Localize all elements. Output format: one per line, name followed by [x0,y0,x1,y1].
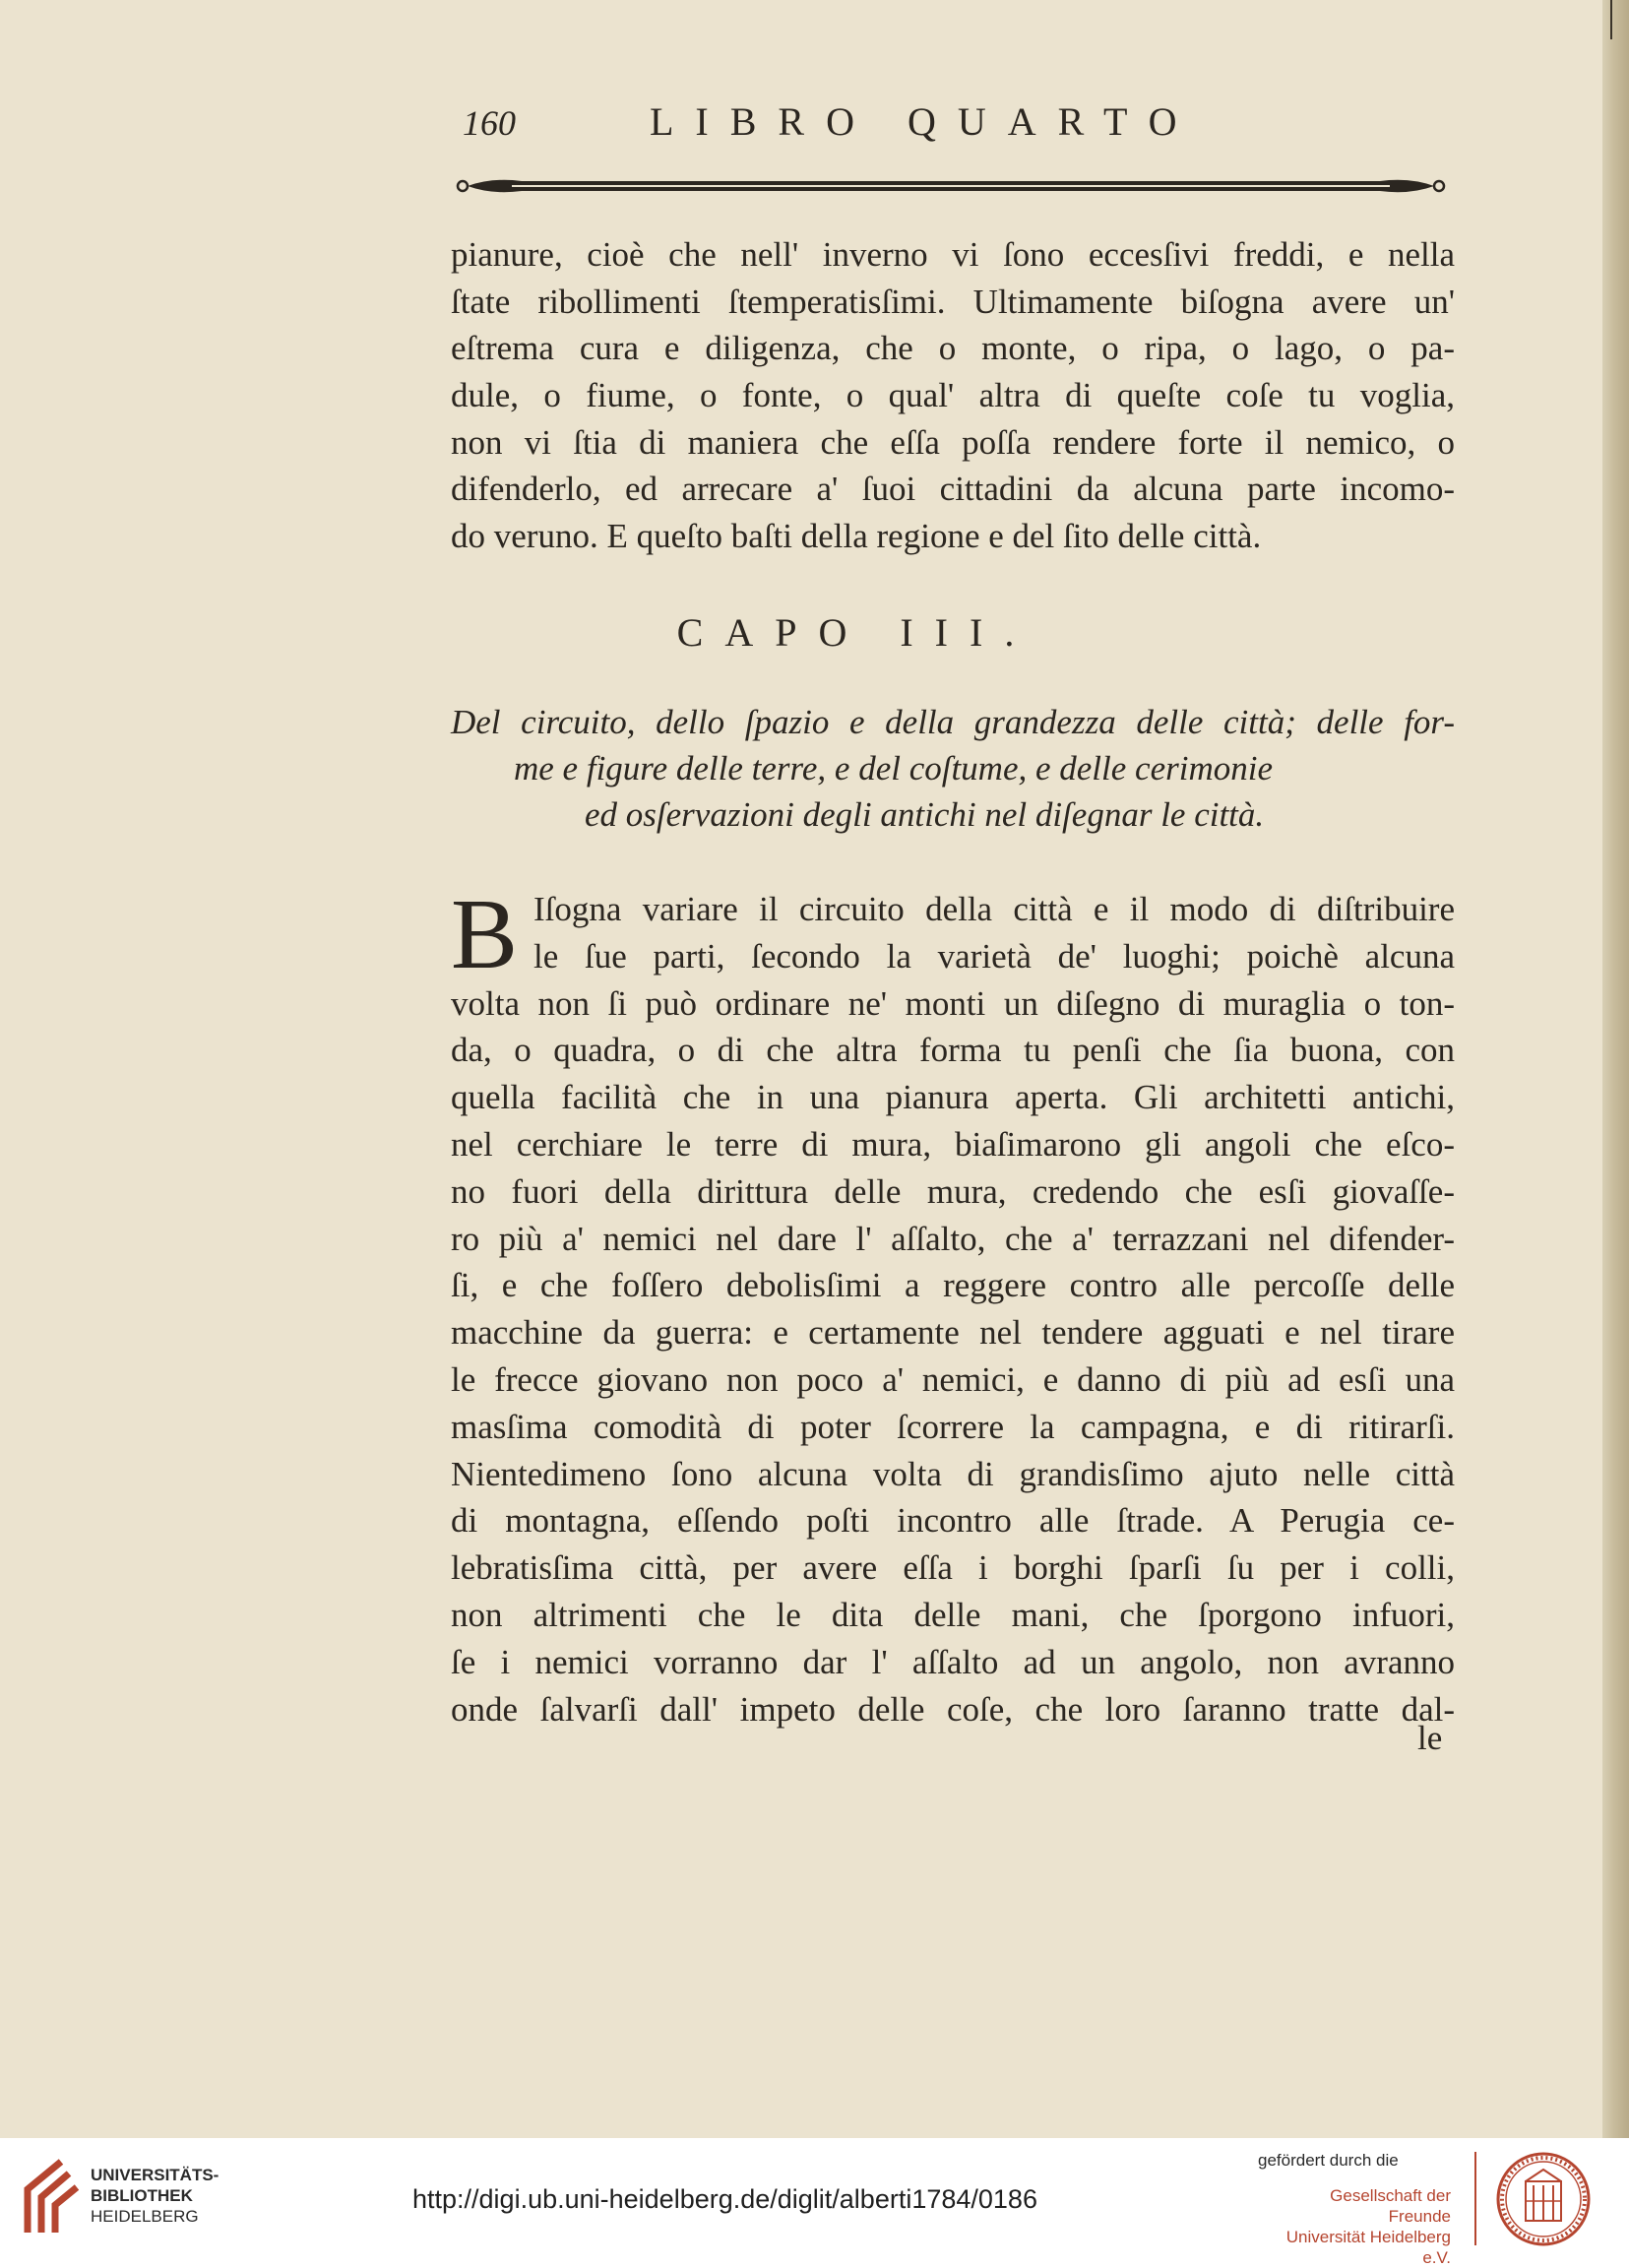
university-seal-icon [1496,2152,1591,2246]
text-line: ro più a' nemici nel dare l' aſſalto, che a' terrazzani nel difender- [451,1219,1455,1258]
text-line: difenderlo, ed arrecare a' ſuoi cittadini da alcuna parte incomo- [451,470,1455,509]
text-line: quella facilità che in una pianura aperta. Gli architetti antichi, [451,1078,1455,1117]
page-edge-shadow [1602,0,1629,2138]
page-edge-mark [1610,0,1612,39]
text-line: le frecce giovano non poco a' nemici, e danno di più ad esſi una [451,1359,1455,1399]
chapter-summary [451,699,1455,838]
sponsor-name-line: Universität Heidelberg e.V. [1285,2228,1451,2267]
footer-divider [1474,2152,1476,2245]
library-name-line: UNIVERSITÄTS- [91,2166,219,2184]
text-line: no fuori della dirittura delle mura, credendo che esſi giovaſſe- [451,1171,1455,1211]
text-line: do veruno. E queſto baſti della regione e del ſito delle città. [451,517,1262,556]
university-library-logo-icon[interactable] [22,2154,83,2238]
text-line: Iſogna variare il circuito della città e il modo di diſtribuire [533,890,1455,928]
text-line: volta non ſi può ordinare ne' monti un diſegno di muraglia o ton- [451,983,1455,1023]
text-line: onde ſalvarſi dall' impeto delle coſe, che loro ſaranno tratte dal- [451,1689,1455,1729]
viewer-footer [0,2138,1629,2267]
text-line: nel cerchiare le terre di mura, biaſimarono gli angoli che eſco- [451,1124,1455,1164]
text-line: eſtrema cura e diligenza, che o monte, o ripa, o lago, o pa- [451,329,1455,368]
sponsor-name-line: Gesellschaft der Freunde [1330,2186,1451,2226]
text-line: da, o quadra, o di che altra forma tu penſi che ſia buona, con [451,1031,1455,1070]
summary-line: ed osſervazioni degli antichi nel diſegnar le città. [585,795,1265,834]
preceding-paragraph [451,231,1455,560]
summary-line: me e figure delle terre, e del coſtume, e delle cerimonie [514,749,1273,788]
text-line: non altrimenti che le dita delle mani, che ſporgono infuori, [451,1595,1455,1634]
catchword: le [1417,1719,1443,1757]
text-line: non vi ſtia di maniera che eſſa poſſa rendere forte il nemico, o [451,422,1455,462]
permalink-url[interactable]: http://digi.ub.uni-heidelberg.de/diglit/alberti1784/0186 [412,2184,1037,2214]
header-ornament-rule [453,175,1449,197]
text-line: ſtate ribollimenti ſtemperatisſimi. Ultimamente biſogna avere un' [451,282,1455,321]
text-line: Nientedimeno ſono alcuna volta di grandisſimo ajuto nelle città [451,1454,1455,1493]
chapter-heading: CAPO III. [676,610,1036,655]
summary-line: Del circuito, dello ſpazio e della grandezza delle città; delle for- [451,703,1455,741]
text-line: pianure, cioè che nell' inverno vi ſono eccesſivi freddi, e nella [451,235,1455,274]
chapter-body [451,879,1455,1732]
text-line: dule, o fiume, o fonte, o qual' altra di queſte coſe tu voglia, [451,376,1455,415]
text-line: le ſue parti, ſecondo la varietà de' luoghi; poichè alcuna [533,936,1455,976]
library-name-line: HEIDELBERG [91,2207,199,2226]
text-line: ſi, e che foſſero debolisſimi a reggere contro alle percoſſe delle [451,1266,1455,1305]
text-line: macchine da guerra: e certamente nel tendere agguati e nel tirare [451,1313,1455,1353]
running-head: LIBRO QUARTO [650,99,1199,144]
drop-cap: B [451,879,519,990]
sponsor-caption: gefördert durch die [1258,2151,1399,2170]
page-number: 160 [463,103,516,143]
sponsor-name[interactable] [1268,2185,1451,2268]
text-line: ſe i nemici vorranno dar l' aſſalto ad un angolo, non avranno [451,1642,1455,1681]
text-line: di montagna, eſſendo poſti incontro alle ſtrade. A Perugia ce- [451,1501,1455,1541]
text-line: lebratisſima città, per avere eſſa i borghi ſparſi ſu per i colli, [451,1548,1455,1588]
page-header [0,98,1604,158]
library-name-line: BIBLIOTHEK [91,2186,193,2205]
text-line: masſima comodità di poter ſcorrere la campagna, e di ritirarſi. [451,1407,1455,1446]
library-name [91,2165,219,2227]
